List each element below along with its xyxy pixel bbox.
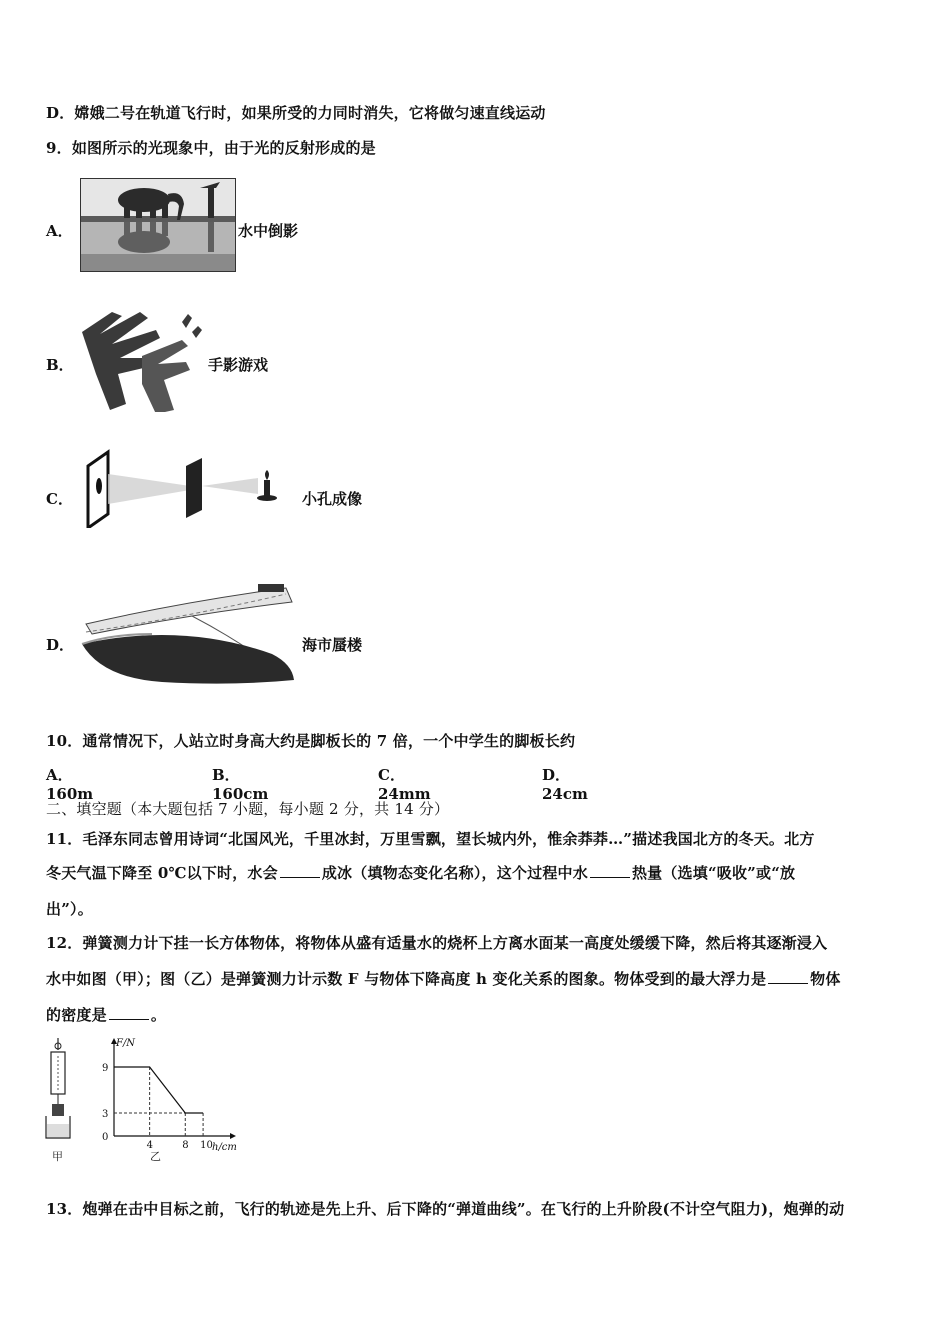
q10-choice-d: D．24cm	[542, 766, 588, 803]
q12-line-3b: 。	[150, 1006, 167, 1024]
f-h-graph	[88, 1036, 248, 1166]
x-axis-label: h/cm	[212, 1142, 237, 1153]
q9-option-a-label: A．	[46, 222, 73, 240]
q9-option-b-label: B．	[46, 356, 74, 374]
y-axis-label: F/N	[116, 1038, 136, 1049]
spring-scale-figure	[40, 1036, 76, 1166]
q10-choice-b: B．160cm	[212, 766, 269, 803]
water-reflection-image	[80, 178, 236, 272]
q11-blank-1[interactable]	[280, 877, 320, 878]
q11-line-2b: 成冰（填物态变化名称），这个过程中水	[321, 864, 588, 882]
q10-stem: 10．通常情况下，人站立时身高大约是脚板长的 7 倍，一个中学生的脚板长约	[46, 732, 576, 750]
q9-option-c-caption: 小孔成像	[302, 490, 363, 508]
q11-line-3: 出”）。	[46, 900, 93, 918]
q10-choice-c: C．24mm	[378, 766, 431, 803]
q9-option-c-label: C．	[46, 490, 73, 508]
q10-choice-a: A．160m	[46, 766, 94, 803]
y-tick-label: 9	[102, 1063, 109, 1074]
q11-line-2c: 热量（选填“吸收”或“放	[631, 864, 796, 882]
mirage-image	[72, 582, 298, 692]
q11-line-2	[46, 862, 795, 883]
q12-line-3	[46, 1004, 166, 1025]
q12-line-3a: 的密度是	[46, 1006, 107, 1024]
series-line-f	[114, 1067, 203, 1113]
q11-line-1: 11．毛泽东同志曾用诗词“北国风光，千里冰封，万里雪飘，望长城内外，惟余莽莽…”描述我国北方的冬天。北方	[46, 830, 815, 848]
x-tick-label: 10	[200, 1140, 213, 1151]
fig-jia-label: 甲	[52, 1150, 63, 1163]
q9-option-d-label: D．	[46, 636, 75, 654]
q12-line-2	[46, 968, 841, 989]
q12-blank-1[interactable]	[768, 983, 808, 984]
origin-label: 0	[102, 1132, 109, 1143]
q11-line-2a: 冬天气温下降至 0℃以下时，水会	[46, 864, 278, 882]
x-tick-label: 4	[146, 1140, 154, 1151]
q9-option-a-caption: 水中倒影	[238, 222, 299, 240]
q12-line-2b: 物体	[810, 970, 841, 988]
pinhole-imaging-image	[82, 446, 292, 528]
q9-stem: 9．如图所示的光现象中，由于光的反射形成的是	[46, 139, 376, 157]
x-tick-label: 8	[182, 1140, 189, 1151]
hand-shadow-image	[72, 302, 207, 412]
x-axis-arrow	[230, 1133, 236, 1139]
q13-line-1: 13．炮弹在击中目标之前，飞行的轨迹是先上升、后下降的“弹道曲线”。在飞行的上升阶段(不计空气阻力)，炮弹的动	[46, 1200, 845, 1218]
q11-blank-2[interactable]	[590, 877, 630, 878]
q12-line-2a: 水中如图（甲）；图（乙）是弹簧测力计示数 F 与物体下降高度 h 变化关系的图象。物体受到的最大浮力是	[46, 970, 767, 988]
section-2-title: 二、填空题（本大题包括 7 小题，每小题 2 分，共 14 分）	[46, 800, 450, 818]
fig-yi-label: 乙	[150, 1150, 161, 1163]
q12-line-1: 12．弹簧测力计下挂一长方体物体，将物体从盛有适量水的烧杯上方离水面某一高度处缓缓下降，然后将其逐渐浸入	[46, 934, 828, 952]
q9-option-b-caption: 手影游戏	[208, 356, 269, 374]
q9-option-d-caption: 海市蜃楼	[302, 636, 363, 654]
q12-blank-2[interactable]	[109, 1019, 149, 1020]
q8-option-d: D．嫦娥二号在轨道飞行时，如果所受的力同时消失，它将做匀速直线运动	[46, 104, 546, 122]
y-tick-label: 3	[102, 1109, 109, 1120]
